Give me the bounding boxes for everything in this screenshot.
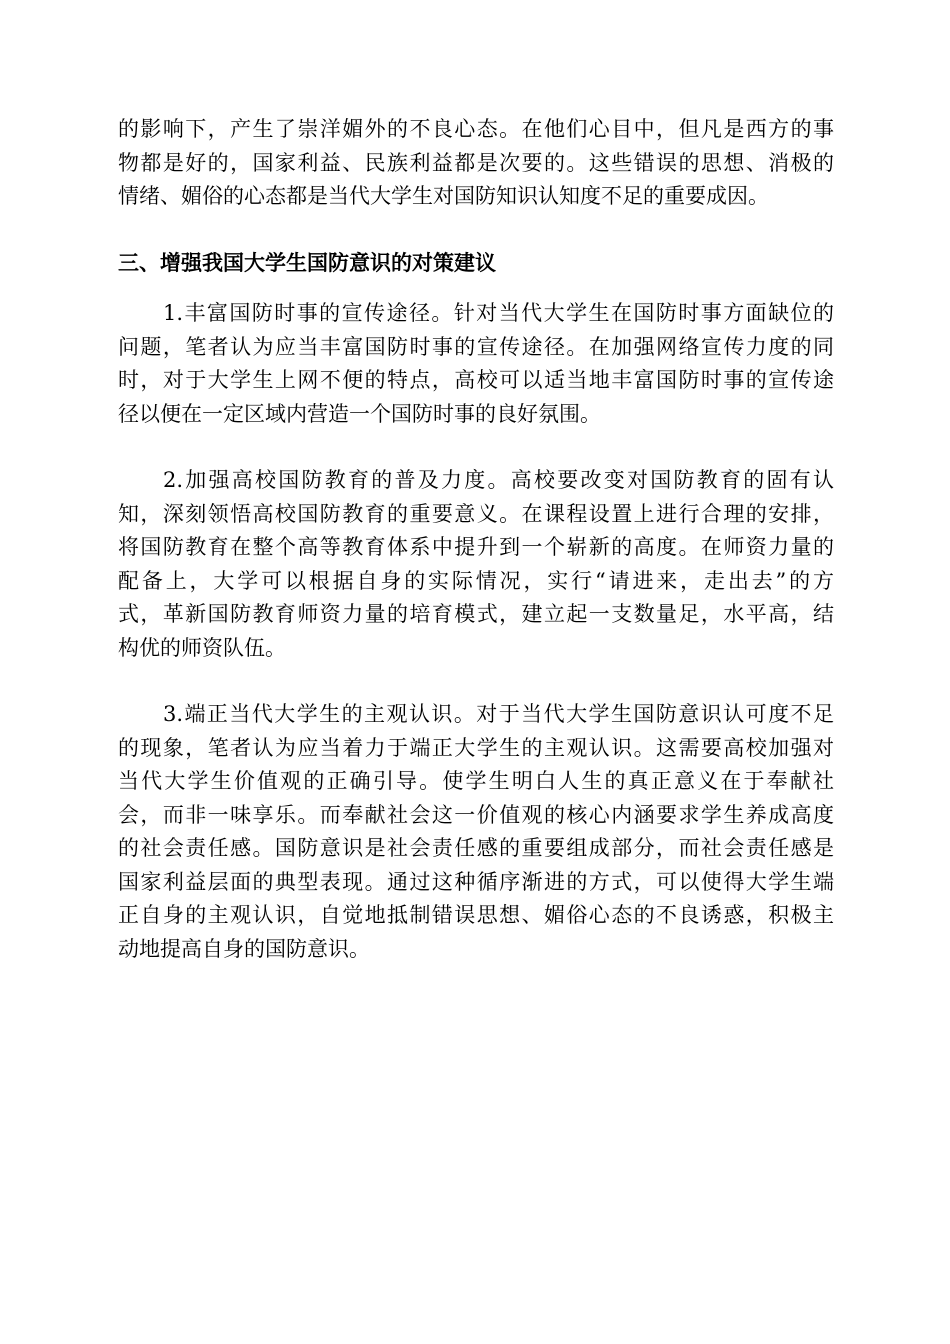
- text-line: 径以便在一定区域内营造一个国防时事的良好氛围。: [118, 401, 601, 426]
- text-line: 知，深刻领悟高校国防教育的重要意义。在课程设置上进行合理的安排，: [118, 501, 834, 526]
- text-line: 将国防教育在整个高等教育体系中提升到一个崭新的高度。在师资力量的: [118, 535, 834, 559]
- text-line: 情绪、媚俗的心态都是当代大学生对国防知识认知度不足的重要成因。: [118, 184, 769, 208]
- paragraph-2: [118, 464, 834, 665]
- text-line: 的影响下，产生了崇洋媚外的不良心态。在他们心目中，但凡是西方的事: [118, 117, 834, 141]
- text-line: 正自身的主观认识，自觉地抵制错误思想、媚俗心态的不良诱惑，积极主: [118, 903, 834, 927]
- text-line: 动地提高自身的国防意识。: [118, 936, 370, 961]
- text-line: 国家利益层面的典型表现。通过这种循序渐进的方式，可以使得大学生端: [118, 869, 834, 894]
- text-line: 构优的师资队伍。: [118, 635, 286, 660]
- paragraph-3: [118, 698, 834, 966]
- text-line: 式，革新国防教育师资力量的培育模式，建立起一支数量足，水平高，结: [118, 602, 834, 626]
- text-line: 1.丰富国防时事的宣传途径。针对当代大学生在国防时事方面缺位的: [163, 301, 834, 325]
- text-line: 3.端正当代大学生的主观认识。对于当代大学生国防意识认可度不足: [163, 702, 834, 726]
- text-line: 2.加强高校国防教育的普及力度。高校要改变对国防教育的固有认: [163, 468, 834, 492]
- text-line: 的社会责任感。国防意识是社会责任感的重要组成部分，而社会责任感是: [118, 836, 834, 860]
- text-line: 当代大学生价值观的正确引导。使学生明白人生的真正意义在于奉献社: [118, 769, 834, 793]
- paragraph-1: [118, 297, 834, 431]
- paragraph-continuation: [118, 113, 834, 214]
- section-heading: 三、增强我国大学生国防意识的对策建议: [118, 251, 496, 275]
- text-line: 会，而非一味享乐。而奉献社会这一价值观的核心内涵要求学生养成高度: [118, 802, 834, 827]
- text-line: 配备上，大学可以根据自身的实际情况，实行“请进来，走出去”的方: [118, 568, 834, 593]
- section-heading-block: [118, 246, 834, 280]
- text-line: 问题，笔者认为应当丰富国防时事的宣传途径。在加强网络宣传力度的同: [118, 334, 834, 359]
- text-line: 物都是好的，国家利益、民族利益都是次要的。这些错误的思想、消极的: [118, 150, 834, 175]
- text-line: 时，对于大学生上网不便的特点，高校可以适当地丰富国防时事的宣传途: [118, 368, 834, 392]
- text-line: 的现象，笔者认为应当着力于端正大学生的主观认识。这需要高校加强对: [118, 735, 834, 760]
